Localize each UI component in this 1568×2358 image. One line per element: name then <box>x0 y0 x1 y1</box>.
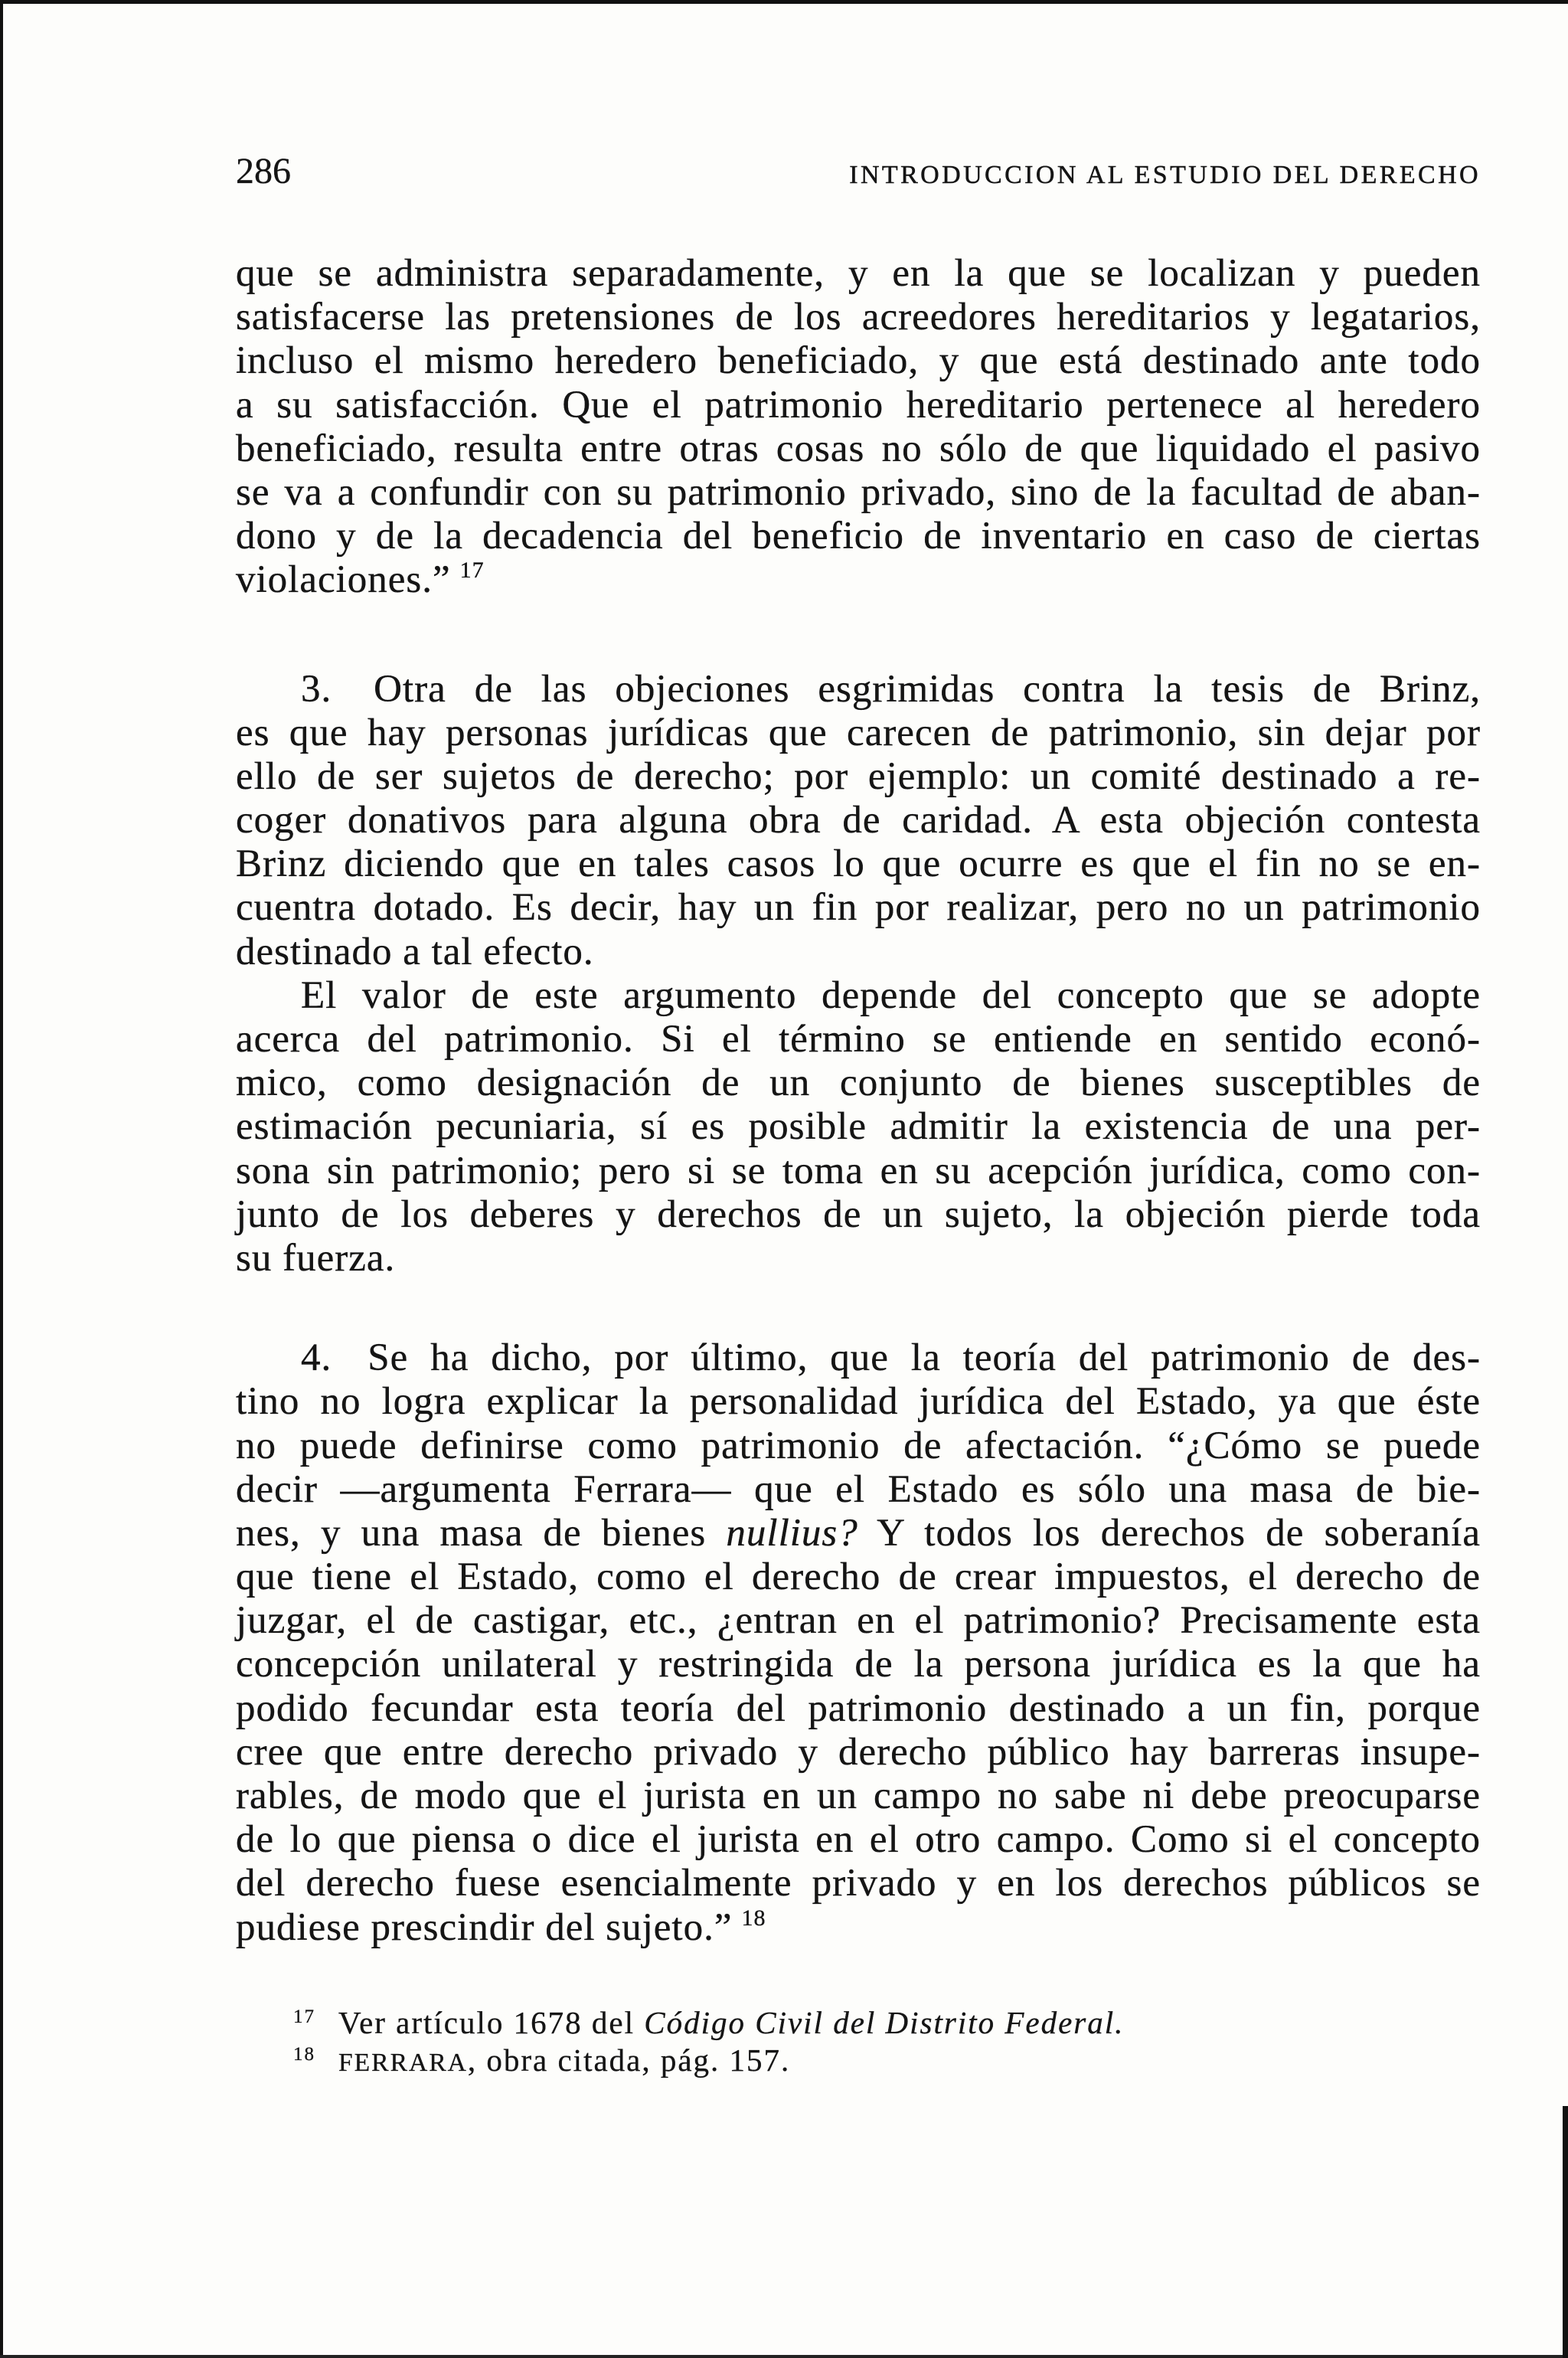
footnote-number: 17 <box>293 2006 315 2027</box>
text-line: estimación pecuniaria, sí es posible admitir la existencia de una per- <box>236 1105 1481 1149</box>
text-line: rables, de modo que el jurista en un campo no sabe ni debe preocuparse <box>236 1774 1481 1817</box>
text-line <box>236 1906 1481 1950</box>
text-line: de lo que piensa o dice el jurista en el otro campo. Como si el concepto <box>236 1818 1481 1862</box>
text-line: tino no logra explicar la personalidad jurídica del Estado, ya que éste <box>236 1380 1481 1424</box>
paragraph <box>236 252 1481 603</box>
text-run: Ver artículo 1678 del <box>338 2005 645 2040</box>
text-line: ello de ser sujetos de derecho; por ejemplo: un comité destinado a re- <box>236 754 1481 798</box>
text-run: pudiese prescindir del sujeto.” <box>236 1905 733 1949</box>
scan-edge-bottom <box>0 2355 1568 2358</box>
text-line: que se administra separadamente, y en la que se localizan y pueden <box>236 252 1481 295</box>
scan-edge-left <box>0 0 3 2358</box>
italic: Código Civil del Distrito Federal. <box>644 2005 1125 2040</box>
text-line: mico, como designación de un conjunto de bienes susceptibles de <box>236 1061 1481 1105</box>
body-text <box>236 252 1481 1950</box>
italic: nullius? <box>726 1511 858 1555</box>
text-run: Otra de las objeciones esgrimidas contra la tesis de Brinz, <box>374 667 1481 711</box>
footnote-ref: 18 <box>741 1905 766 1931</box>
text-line: juzgar, el de castigar, etc., ¿entran en el patrimonio? Precisamente esta <box>236 1599 1481 1643</box>
text-line: coger donativos para alguna obra de caridad. A esta objeción contesta <box>236 799 1481 842</box>
text-run: nes, y una masa de bienes <box>236 1511 727 1555</box>
text-line: Brinz diciendo que en tales casos lo que ocurre es que el fin no se en- <box>236 842 1481 886</box>
footnote <box>293 2042 1442 2079</box>
text-line: es que hay personas jurídicas que carecen de patrimonio, sin dejar por <box>236 711 1481 754</box>
text-run: , obra citada, pág. 157. <box>467 2042 791 2078</box>
text-line: su fuerza. <box>236 1236 396 1280</box>
text-line: se va a confundir con su patrimonio privado, sino de la facultad de aban- <box>236 470 1481 514</box>
text-run: Y todos los derechos de soberanía <box>858 1511 1481 1555</box>
footnote-ref: 17 <box>459 558 485 584</box>
section-number: 4. <box>301 1336 332 1380</box>
text-line: satisfacerse las pretensiones de los acreedores hereditarios y legatarios, <box>236 296 1481 339</box>
smallcaps: FERRARA <box>338 2049 468 2077</box>
text-line: incluso el mismo heredero beneficiado, y que está destinado ante todo <box>236 339 1481 383</box>
footnote-number: 18 <box>293 2044 315 2065</box>
text-line: podido fecundar esta teoría del patrimonio destinado a un fin, porque <box>236 1686 1481 1730</box>
running-title: INTRODUCCION AL ESTUDIO DEL DERECHO <box>849 161 1481 189</box>
text-line: que tiene el Estado, como el derecho de crear impuestos, el derecho de <box>236 1555 1481 1599</box>
running-head <box>236 153 1481 194</box>
text-line: no puede definirse como patrimonio de afectación. “¿Cómo se puede <box>236 1424 1481 1467</box>
text-line: del derecho fuese esencialmente privado y en los derechos públicos se <box>236 1862 1481 1905</box>
text-line <box>236 1512 1481 1555</box>
text-line: decir —argumenta Ferrara— que el Estado es sólo una masa de bie- <box>236 1467 1481 1511</box>
paragraph <box>236 974 1481 1280</box>
text-line: concepción unilateral y restringida de la persona jurídica es la que ha <box>236 1643 1481 1686</box>
text-line: beneficiado, resulta entre otras cosas no sólo de que liquidado el pasivo <box>236 427 1481 470</box>
paragraph <box>236 668 1481 974</box>
text-line: acerca del patrimonio. Si el término se entiende en sentido econó- <box>236 1018 1481 1061</box>
footnote <box>293 2004 1442 2042</box>
text-line: destinado a tal efecto. <box>236 930 594 973</box>
text-line: sona sin patrimonio; pero si se toma en su acepción jurídica, como con- <box>236 1149 1481 1192</box>
text-line: a su satisfacción. Que el patrimonio hereditario pertenece al heredero <box>236 383 1481 427</box>
text-run: violaciones.” <box>236 558 451 602</box>
text-line <box>236 668 1481 711</box>
section-number: 3. <box>301 667 332 711</box>
page-number: 286 <box>236 151 291 191</box>
text-line <box>236 1336 1481 1380</box>
text-line: El valor de este argumento depende del concepto que se adopte <box>301 973 1481 1017</box>
scan-edge-right <box>1563 2106 1568 2358</box>
text-line: cuentra dotado. Es decir, hay un fin por realizar, pero no un patrimonio <box>236 886 1481 930</box>
footnotes <box>293 2004 1442 2079</box>
paragraph <box>236 1336 1481 1950</box>
scan-edge-top <box>0 0 1568 4</box>
text-run: Se ha dicho, por último, que la teoría del patrimonio de des- <box>368 1336 1481 1380</box>
text-line: cree que entre derecho privado y derecho público hay barreras insupe- <box>236 1730 1481 1774</box>
text-line: junto de los deberes y derechos de un sujeto, la objeción pierde toda <box>236 1192 1481 1236</box>
text-line <box>236 558 1481 602</box>
text-line: dono y de la decadencia del beneficio de inventario en caso de ciertas <box>236 515 1481 558</box>
